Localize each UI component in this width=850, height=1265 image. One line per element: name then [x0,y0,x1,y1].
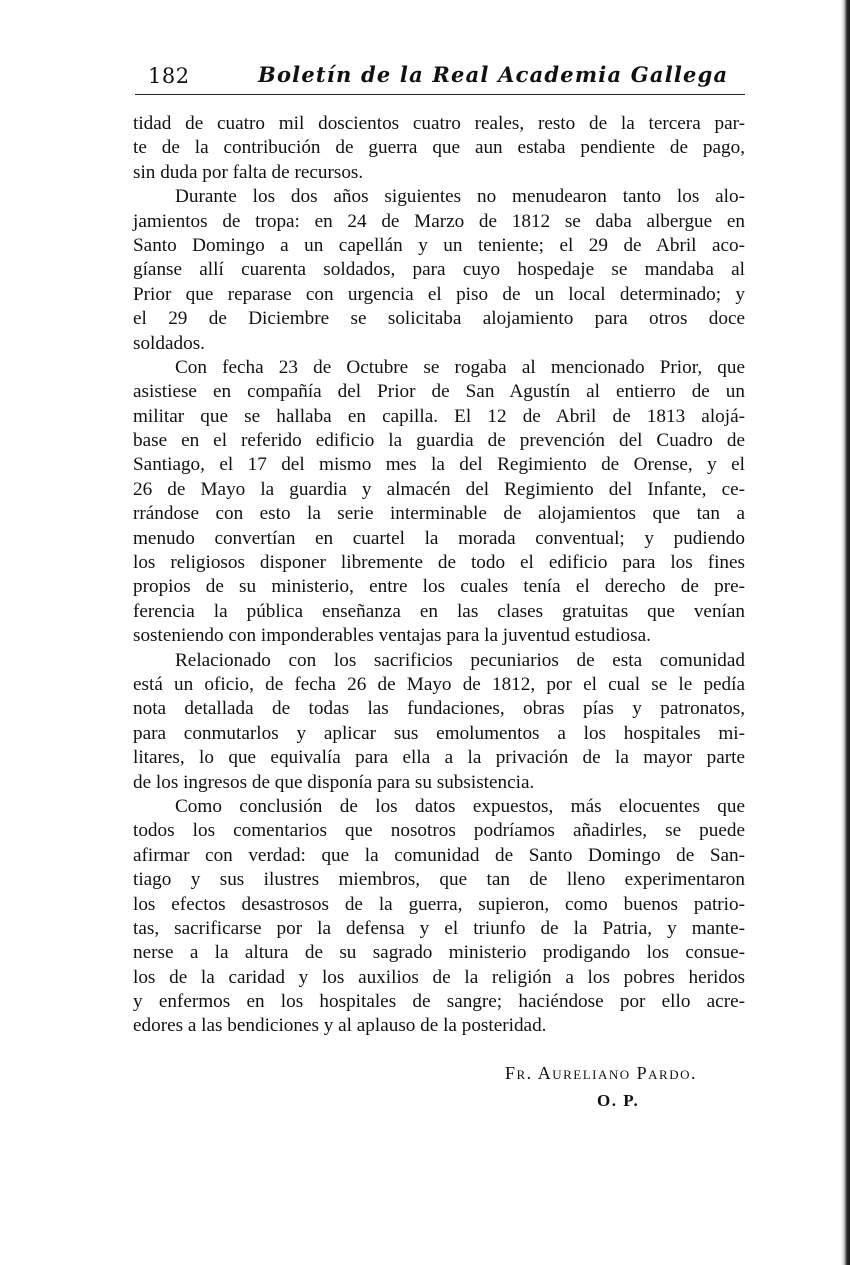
text-line: Con fecha 23 de Octubre se rogaba al mencionado Prior, que [175,356,745,378]
text-line: jamientos de tropa: en 24 de Marzo de 1812 se daba albergue en [133,210,745,232]
text-line: 26 de Mayo la guardia y almacén del Regimiento del Infante, ce- [133,478,745,500]
page-header [148,60,748,94]
header-rule [135,94,745,95]
text-line: sosteniendo con imponderables ventajas para la juventud estudiosa. [133,625,651,647]
paragraph-5 [133,795,745,1039]
text-line: edores a las bendiciones y al aplauso de la posteridad. [133,1015,547,1037]
text-line: gíanse allí cuarenta soldados, para cuyo hospedaje se mandaba al [133,259,745,281]
text-line: los efectos desastrosos de la guerra, supieron, como buenos patrio- [133,893,745,915]
page-edge-shadow [841,0,850,1265]
text-line: Relacionado con los sacrificios pecuniarios de esta comunidad [175,649,745,671]
text-line: base en el referido edificio la guardia de prevención del Cuadro de [133,430,745,452]
running-head: Boletín de la Real Academia Gallega [258,62,729,87]
text-line: y enfermos en los hospitales de sangre; haciéndose por ello acre- [133,991,745,1013]
text-line: soldados. [133,332,205,354]
text-line: tas, sacrificarse por la defensa y el triunfo de la Patria, y mante- [133,917,745,939]
text-line: todos los comentarios que nosotros podríamos añadirles, se puede [133,820,745,842]
author-order: O. P. [597,1091,640,1110]
text-line: te de la contribución de guerra que aun estaba pendiente de pago, [133,137,745,159]
text-line: Como conclusión de los datos expuestos, más elocuentes que [175,795,745,817]
text-line: sin duda por falta de recursos. [133,161,364,183]
paragraph-1 [133,112,745,185]
text-line: para conmutarlos y aplicar sus emolumentos a los hospitales mi- [133,722,745,744]
text-line: el 29 de Diciembre se solicitaba alojamiento para otros doce [133,308,745,330]
text-line: Santiago, el 17 del mismo mes la del Regimiento de Orense, y el [133,454,745,476]
text-line: nota detallada de todas las fundaciones, obras pías y patronatos, [133,698,745,720]
paragraph-3 [133,356,745,649]
author-signature: Fr. Aureliano Pardo. [505,1063,697,1083]
text-line: Prior que reparase con urgencia el piso de un local determinado; y [133,283,745,305]
text-line: tidad de cuatro mil doscientos cuatro reales, resto de la tercera par- [133,113,745,134]
page-number: 182 [148,64,190,88]
text-line: militar que se hallaba en capilla. El 12 de Abril de 1813 alojá- [133,405,745,427]
text-line: de los ingresos de que disponía para su subsistencia. [133,771,535,793]
text-line: rrándose con esto la serie interminable de alojamientos que tan a [133,503,745,525]
text-line: Santo Domingo a un capellán y un teniente; el 29 de Abril aco- [133,234,745,256]
text-line: los de la caridad y los auxilios de la religión a los pobres heridos [133,966,745,988]
text-line: nerse a la altura de su sagrado ministerio prodigando los consue- [133,942,745,964]
text-line: asistiese en compañía del Prior de San Agustín al entierro de un [133,381,745,403]
text-line: Durante los dos años siguientes no menudearon tanto los alo- [175,186,745,208]
text-line: litares, lo que equivalía para ella a la privación de la mayor parte [133,747,745,769]
paragraph-4 [133,649,745,795]
text-line: ferencia la pública enseñanza en las clases gratuitas que venían [133,600,745,622]
text-line: afirmar con verdad: que la comunidad de Santo Domingo de San- [133,844,745,866]
text-line: los religiosos disponer libremente de todo el edificio para los fines [133,552,745,574]
paragraph-2 [133,185,745,356]
text-line: menudo convertían en cuartel la morada conventual; y pudiendo [133,527,745,549]
text-line: está un oficio, de fecha 26 de Mayo de 1812, por el cual se le pedía [133,673,745,695]
text-line: tiago y sus ilustres miembros, que tan de lleno experimentaron [133,869,745,891]
article-body [133,112,745,1039]
text-line: propios de su ministerio, entre los cuales tenía el derecho de pre- [133,576,745,598]
